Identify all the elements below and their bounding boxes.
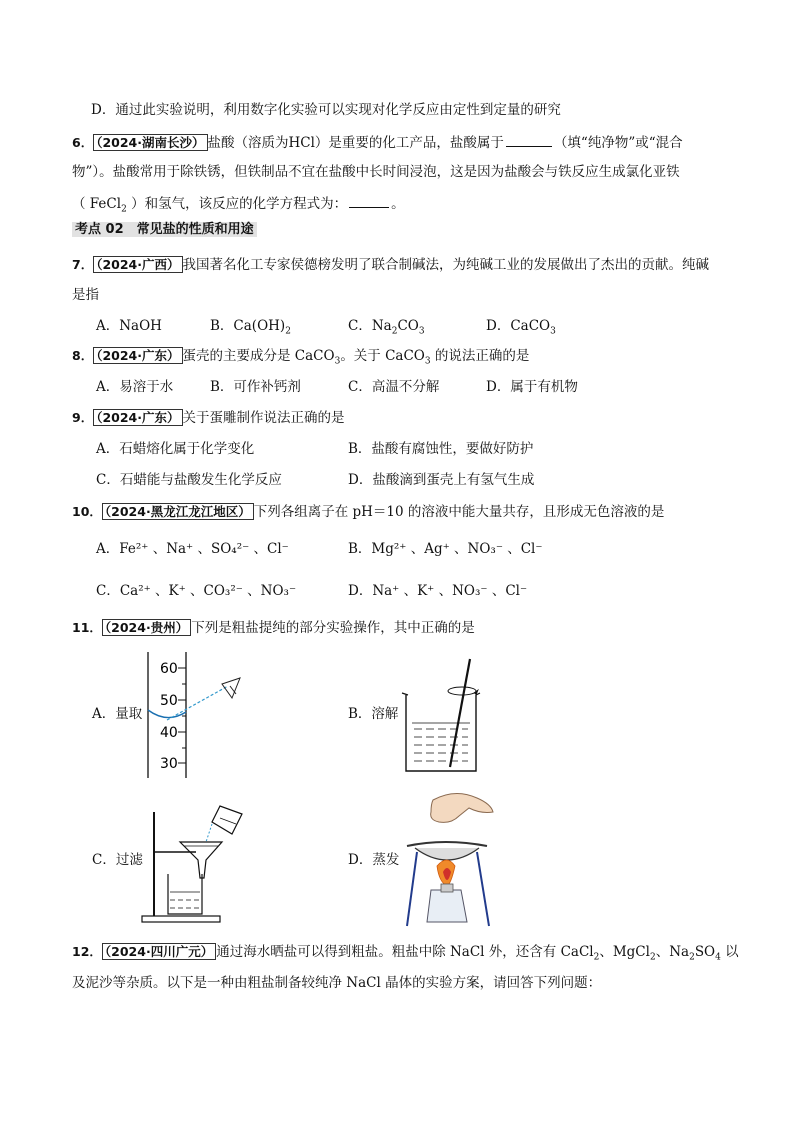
q12-text: SO — [694, 944, 716, 960]
subscript: 3 — [550, 326, 556, 337]
q9-option-b[interactable]: B．盐酸有腐蚀性，要做好防护 — [348, 441, 534, 457]
topic-header — [72, 219, 257, 240]
q8-text: 。关于 CaCO — [340, 348, 425, 364]
q12-text: 以 — [720, 944, 739, 960]
q12-text: 通过海水晒盐可以得到粗盐。粗盐中除 NaCl 外，还含有 CaCl — [216, 944, 594, 960]
q12-line1 — [72, 942, 739, 968]
q6-text: （填“纯净物”或“混合 — [553, 135, 683, 151]
eye-icon — [222, 678, 240, 698]
graduated-cylinder-figure — [140, 650, 270, 780]
q7-line2: 是指 — [72, 287, 99, 303]
q11-option-b[interactable]: B．溶解 — [348, 706, 399, 722]
stirring-rod — [450, 659, 470, 767]
q9-option-a[interactable]: A．石蜡熔化属于化学变化 — [96, 441, 255, 457]
q9-option-d[interactable]: D．盐酸滴到蛋壳上有氢气生成 — [348, 472, 535, 488]
option-text: C．Na — [348, 318, 392, 334]
q7-option-b[interactable] — [210, 316, 291, 342]
q11-option-a[interactable]: A．量取 — [92, 706, 143, 722]
question-number: 11． — [72, 620, 102, 635]
q8-option-d[interactable]: D．属于有机物 — [486, 379, 578, 395]
q6-text: 盐酸（溶质为HCl）是重要的化工产品，盐酸属于 — [207, 135, 504, 151]
q10-option-d[interactable]: D．Na⁺ 、K⁺ 、NO₃⁻ 、Cl⁻ — [348, 583, 528, 599]
subscript: 2 — [649, 952, 656, 963]
subscript: 2 — [689, 952, 695, 963]
evaporation-figure — [395, 790, 505, 930]
q7-option-a[interactable]: A．NaOH — [96, 318, 162, 334]
question-source: （2024·贵州） — [102, 619, 191, 636]
q6-line3 — [72, 193, 405, 220]
q6-text: （ FeCl — [72, 196, 122, 212]
subscript: 2 — [285, 326, 291, 337]
q8-text: 的说法正确的是 — [430, 348, 530, 364]
q6-line2: 物”）。盐酸常用于除铁锈，但铁制品不宜在盐酸中长时间浸泡，这是因为盐酸会与铁反应生成氯化亚铁 — [72, 164, 680, 180]
hand-icon — [431, 793, 493, 822]
question-number: 7． — [72, 257, 94, 272]
q11-option-d[interactable]: D．蒸发 — [348, 852, 400, 868]
q6-line1 — [72, 132, 683, 153]
question-source: （2024·广东） — [93, 347, 182, 364]
option-text: B．Ca(OH) — [210, 318, 286, 334]
question-source: （2024·四川广元） — [102, 943, 216, 960]
subscript: 4 — [715, 952, 721, 963]
q10-text: 下列各组离子在 pH＝10 的溶液中能大量共存，且形成无色溶液的是 — [253, 504, 665, 520]
subscript: 2 — [121, 204, 127, 215]
q7-option-d[interactable] — [486, 316, 556, 342]
subscript: 3 — [418, 326, 425, 337]
option-text: CO — [397, 318, 419, 334]
question-source: （2024·广西） — [93, 256, 182, 273]
q7-text: 我国著名化工专家侯德榜发明了联合制碱法，为纯碱工业的发展做出了杰出的贡献。纯碱 — [182, 257, 709, 273]
q6-text: 。 — [391, 196, 405, 212]
tick-label: 60 — [160, 661, 178, 677]
beaker-stirring-figure — [400, 655, 490, 775]
tick-label: 40 — [160, 725, 178, 741]
question-number: 12． — [72, 944, 102, 959]
q10-option-c[interactable]: C．Ca²⁺ 、K⁺ 、CO₃²⁻ 、NO₃⁻ — [96, 583, 297, 599]
subscript: 3 — [334, 356, 341, 367]
q8-option-c[interactable]: C．高温不分解 — [348, 379, 440, 395]
q9-line1 — [72, 408, 345, 428]
option-text: D．CaCO — [486, 318, 551, 334]
tick-label: 30 — [160, 756, 178, 772]
q12-text: 、Na — [655, 944, 690, 960]
q10-line1 — [72, 502, 664, 522]
question-number: 6． — [72, 135, 94, 150]
question-number: 9． — [72, 410, 94, 425]
tick-label: 50 — [160, 693, 178, 709]
meniscus — [148, 710, 186, 718]
question-source: （2024·广东） — [93, 409, 182, 426]
q7-line1 — [72, 255, 709, 275]
topic-label: 考点 02 常见盐的性质和用途 — [72, 222, 257, 237]
q8-line1 — [72, 346, 529, 372]
q9-option-c[interactable]: C．石蜡能与盐酸发生化学反应 — [96, 472, 282, 488]
question-source: （2024·湖南长沙） — [93, 134, 207, 151]
q6-text: ）和氢气，该反应的化学方程式为： — [126, 196, 348, 212]
q11-line1 — [72, 618, 475, 638]
q11-option-c[interactable]: C．过滤 — [92, 852, 143, 868]
subscript: 2 — [391, 326, 398, 337]
q12-text: 、MgCl — [599, 944, 650, 960]
q8-text: 蛋壳的主要成分是 CaCO — [182, 348, 335, 364]
subscript: 2 — [593, 952, 600, 963]
q10-option-a[interactable]: A．Fe²⁺ 、Na⁺ 、SO₄²⁻ 、Cl⁻ — [96, 541, 289, 557]
filtration-figure — [140, 800, 260, 925]
q7-option-c[interactable] — [348, 316, 425, 342]
q12-line2: 及泥沙等杂质。以下是一种由粗盐制备较纯净 NaCl 晶体的实验方案，请回答下列问题： — [72, 975, 602, 991]
q11-text: 下列是粗盐提纯的部分实验操作，其中正确的是 — [191, 620, 475, 636]
subscript: 3 — [424, 356, 431, 367]
q10-option-b[interactable]: B．Mg²⁺ 、Ag⁺ 、NO₃⁻ 、Cl⁻ — [348, 541, 543, 557]
q9-text: 关于蛋雕制作说法正确的是 — [182, 410, 345, 426]
answer-blank[interactable] — [349, 193, 389, 208]
q5-option-d: D．通过此实验说明，利用数字化实验可以实现对化学反应由定性到定量的研究 — [91, 102, 561, 118]
question-number: 10． — [72, 504, 102, 519]
answer-blank[interactable] — [506, 132, 552, 147]
q8-option-a[interactable]: A．易溶于水 — [96, 379, 174, 395]
question-source: （2024·黑龙江龙江地区） — [102, 503, 254, 520]
q8-option-b[interactable]: B．可作补钙剂 — [210, 379, 301, 395]
question-number: 8． — [72, 348, 94, 363]
